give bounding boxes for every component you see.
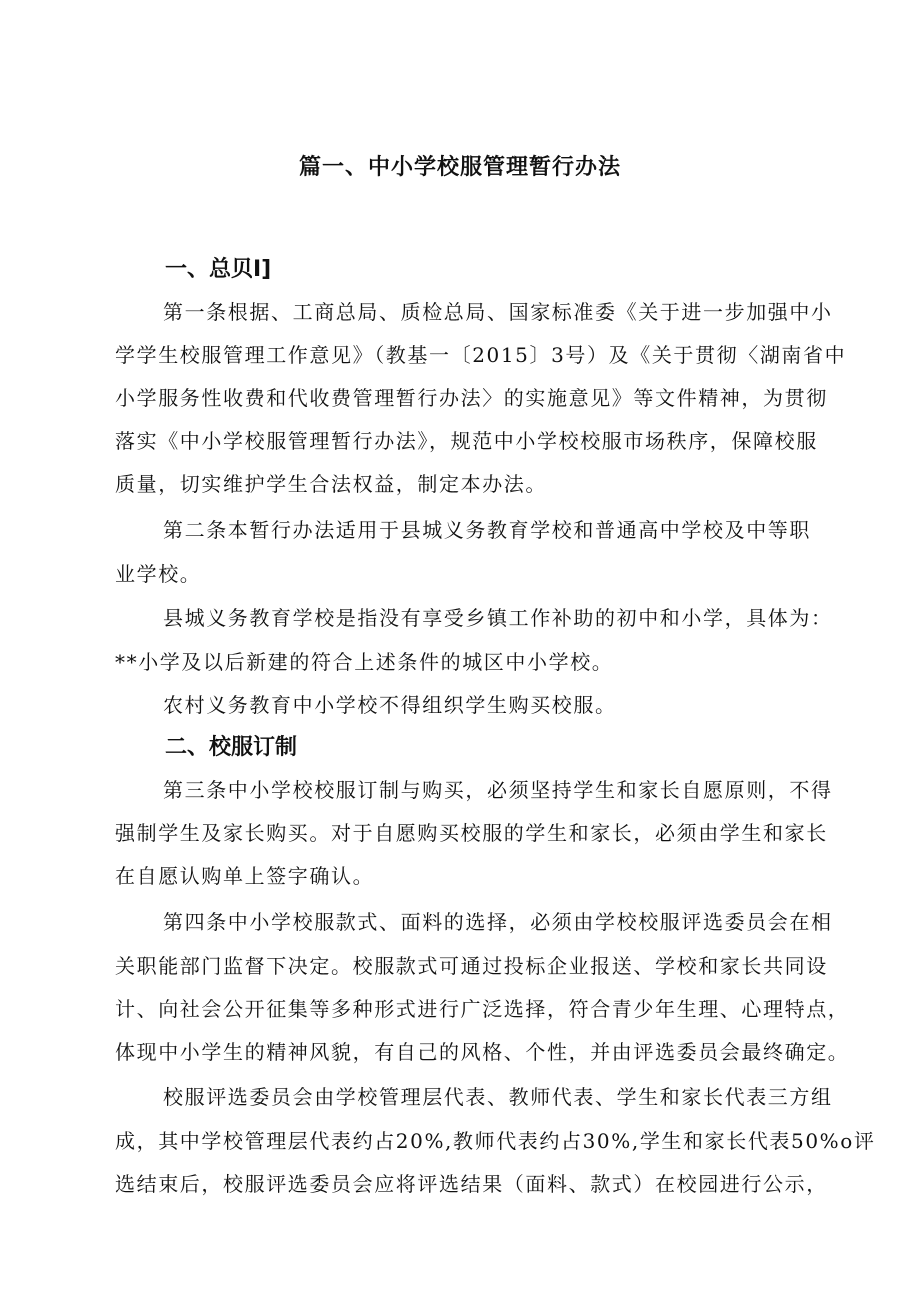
section-heading-uniform-ordering: 二、校服订制 (165, 735, 298, 760)
paragraph-line: **小学及以后新建的符合上述条件的城区中小学校。 (115, 650, 614, 674)
paragraph-line: 校服评选委员会由学校管理层代表、教师代表、学生和家长代表三方组 (163, 1085, 833, 1109)
paragraph-line: 落实《中小学校服管理暂行办法》，规范中小学校校服市场秩序，保障校服 (115, 429, 818, 453)
paragraph-line: 计、向社会公开征集等多种形式进行广泛选择，符合青少年生理、心理特点， (115, 997, 850, 1021)
paragraph-line: 质量，切实维护学生合法权益，制定本办法。 (115, 472, 547, 496)
paragraph-line: 小学服务性收费和代收费管理暂行办法〉的实施意见》等文件精神，为贯彻 (115, 386, 828, 410)
paragraph-line: 强制学生及家长购买。对于自愿购买校服的学生和家长，必须由学生和家长 (115, 821, 828, 845)
paragraph-line: 第四条中小学校服款式、面料的选择，必须由学校校服评选委员会在相 (163, 910, 833, 934)
paragraph-line: 选结束后，校服评选委员会应将评选结果（面料、款式）在校园进行公示， (115, 1172, 828, 1196)
section-heading-general: 一、总贝I] (165, 257, 272, 282)
paragraph-line: 第三条中小学校校服订制与购买，必须坚持学生和家长自愿原则，不得 (163, 778, 833, 802)
paragraph-line: 第二条本暂行办法适用于县城义务教育学校和普通高中学校及中等职 (163, 518, 811, 542)
paragraph-line: 学学生校服管理工作意见》（教基一〔2015〕3号）及《关于贯彻〈湖南省中 (115, 343, 847, 367)
paragraph-line: 业学校。 (115, 562, 202, 586)
paragraph-line: 县城义务教育学校是指没有享受乡镇工作补助的初中和小学，具体为： (163, 606, 833, 630)
paragraph-line: 在自愿认购单上签字确认。 (115, 864, 375, 888)
paragraph-line: 农村义务教育中小学校不得组织学生购买校服。 (163, 693, 617, 717)
paragraph-line: 体现中小学生的精神风貌，有自己的风格、个性，并由评选委员会最终确定。 (115, 1040, 850, 1064)
paragraph-line: 成，其中学校管理层代表约占20%,教师代表约占30%,学生和家长代表50%o评 (115, 1129, 876, 1153)
paragraph-line: 第一条根据、工商总局、质检总局、国家标准委《关于进一步加强中小 (163, 300, 833, 324)
document-title: 篇一、中小学校服管理暂行办法 (298, 155, 621, 180)
paragraph-line: 关职能部门监督下决定。校服款式可通过投标企业报送、学校和家长共同设 (115, 954, 828, 978)
